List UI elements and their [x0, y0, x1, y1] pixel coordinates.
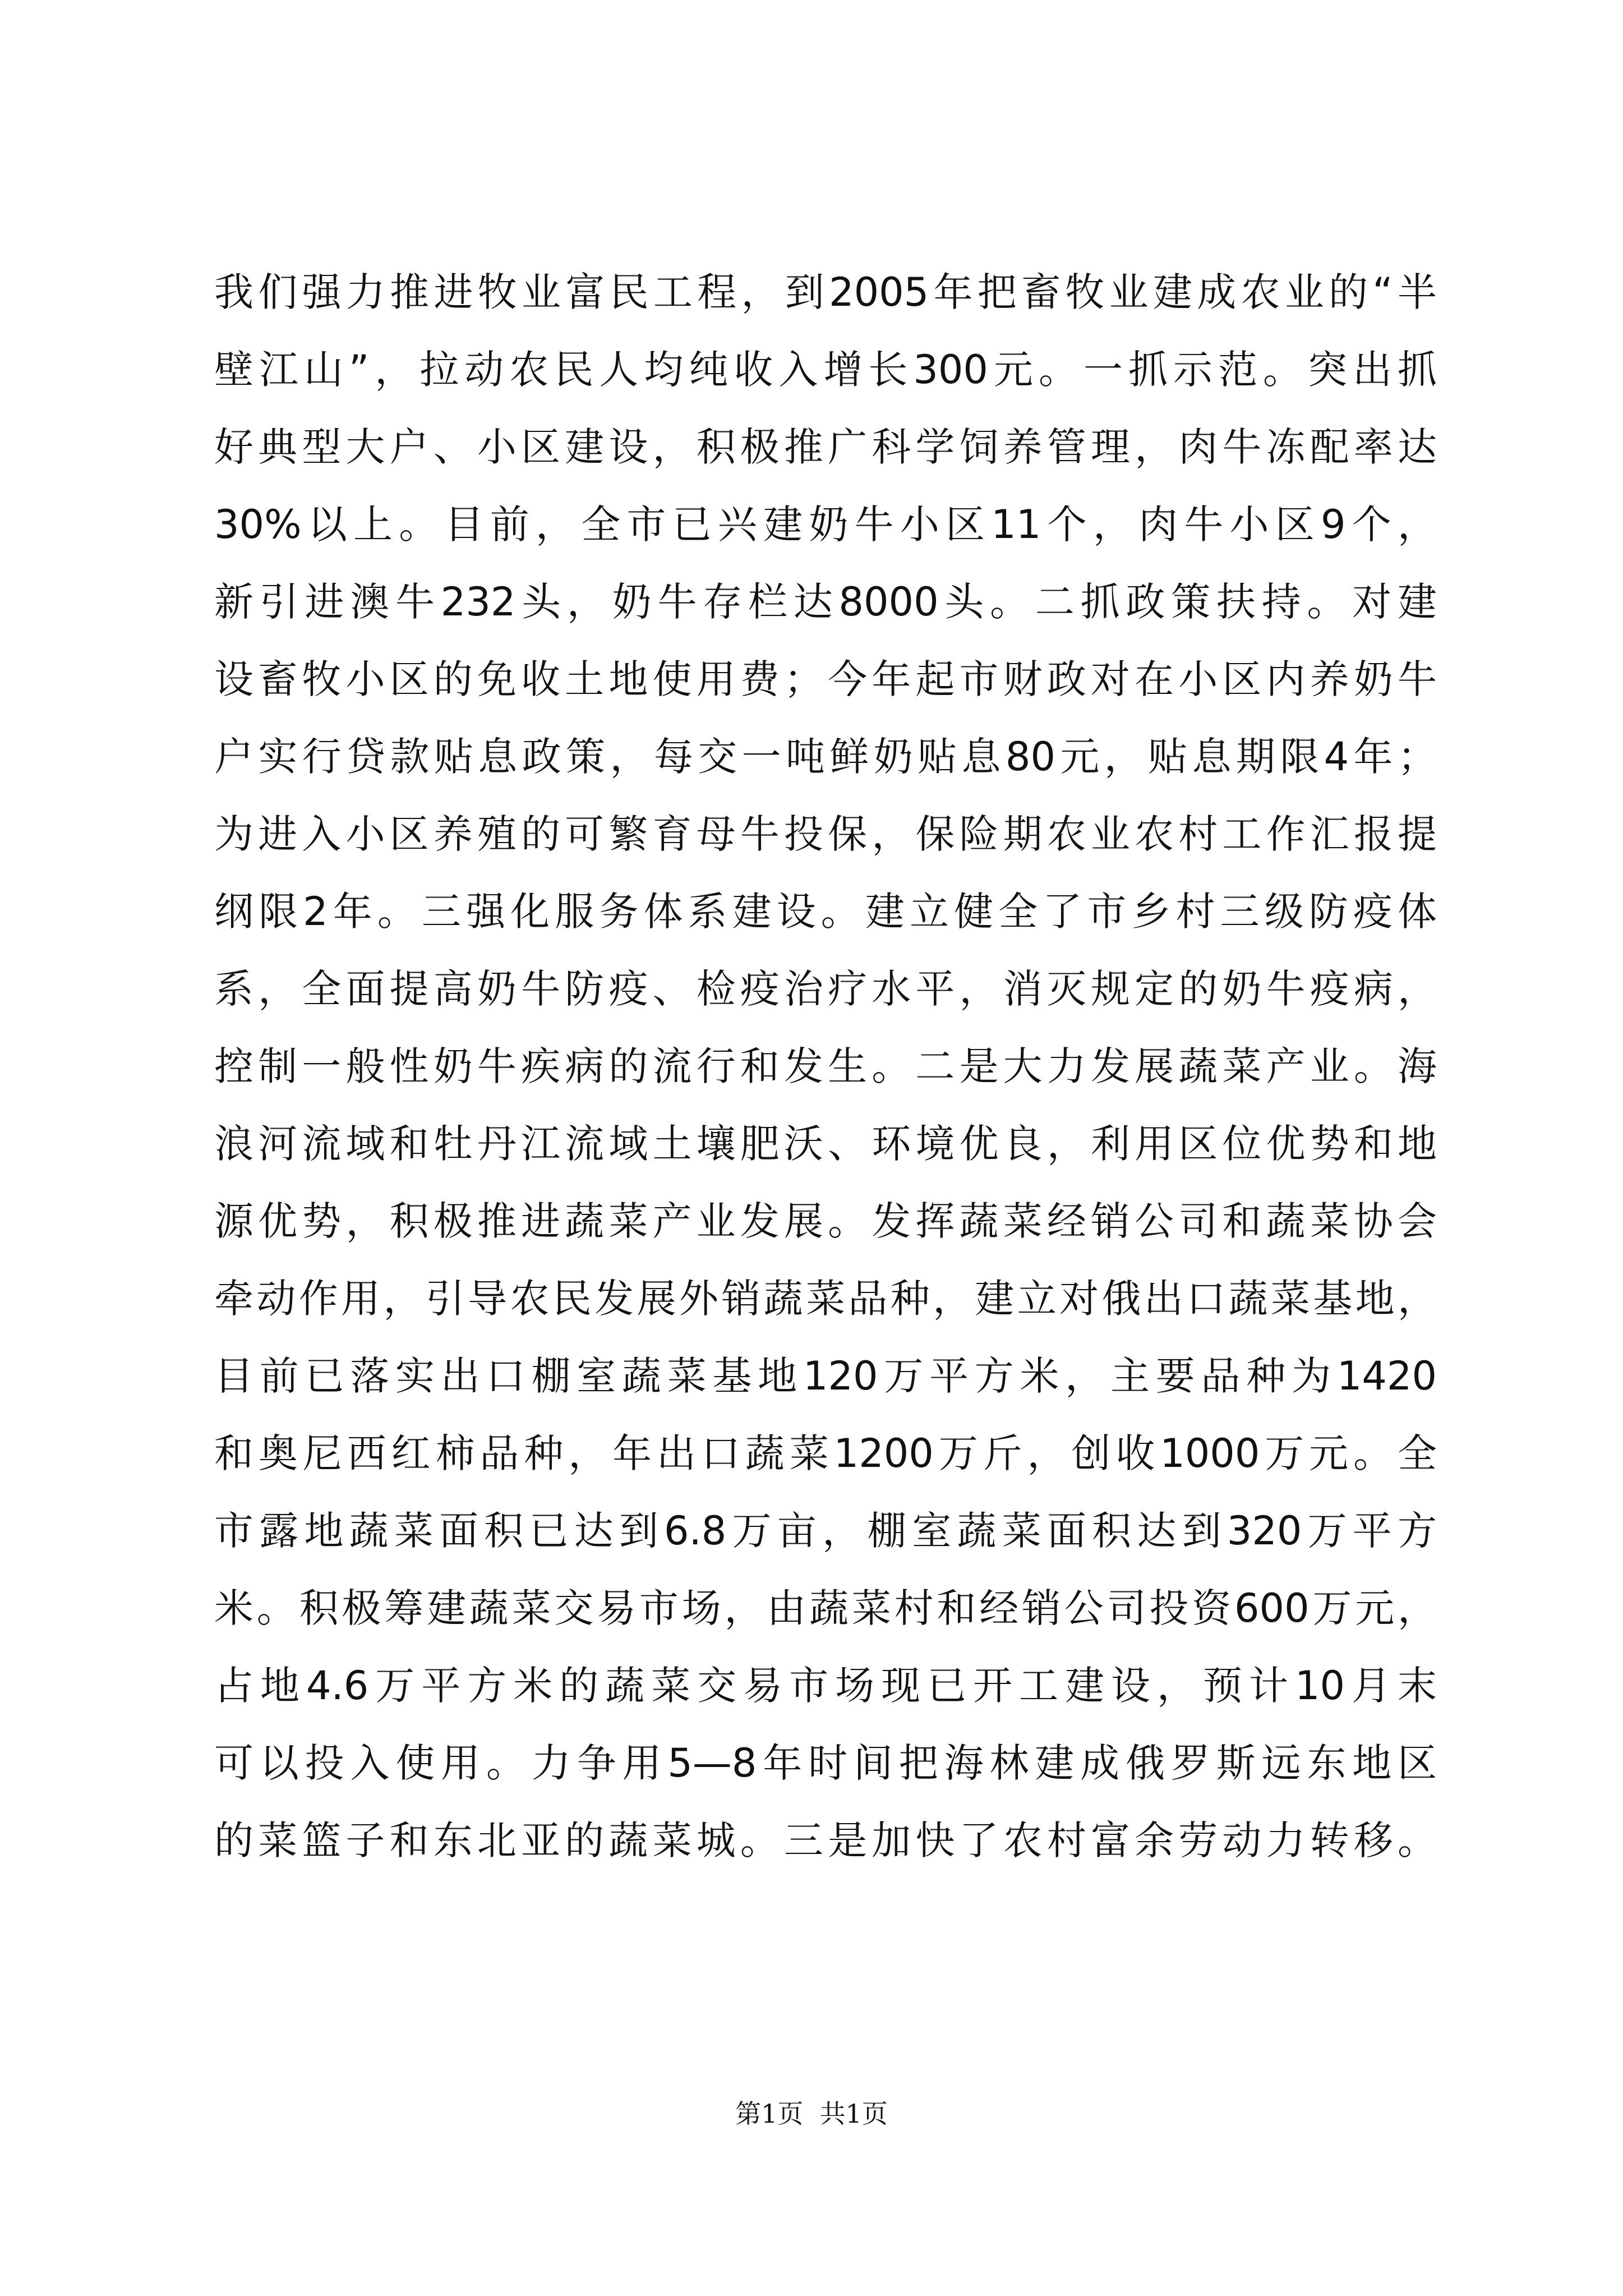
text-line: 可以投入使用。力争用5—8年时间把海林建成俄罗斯远东地区 — [214, 1740, 1437, 1786]
text-line: 纲限2年。三强化服务体系建设。建立健全了市乡村三级防疫体 — [214, 889, 1437, 935]
text-line: 30%以上。目前，全市已兴建奶牛小区11个，肉牛小区9个， — [214, 501, 1437, 547]
text-line: 壁江山”，拉动农民人均纯收入增长300元。一抓示范。突出抓 — [214, 347, 1437, 393]
text-line: 新引进澳牛232头，奶牛存栏达8000头。二抓政策扶持。对建 — [214, 579, 1437, 625]
page-footer: 第1页 共1页 — [735, 2099, 888, 2129]
text-line: 我们强力推进牧业富民工程，到2005年把畜牧业建成农业的“半 — [214, 269, 1437, 315]
text-line: 占地4.6万平方米的蔬菜交易市场现已开工建设，预计10月末 — [214, 1663, 1437, 1709]
body-text — [214, 254, 1437, 1879]
text-line: 控制一般性奶牛疾病的流行和发生。二是大力发展蔬菜产业。海 — [214, 1043, 1437, 1089]
text-line: 牵动作用，引导农民发展外销蔬菜品种，建立对俄出口蔬菜基地， — [214, 1276, 1437, 1322]
text-line: 和奥尼西红柿品种，年出口蔬菜1200万斤，创收1000万元。全 — [214, 1430, 1437, 1476]
text-line: 户实行贷款贴息政策，每交一吨鲜奶贴息80元，贴息期限4年； — [214, 734, 1437, 780]
text-line: 设畜牧小区的免收土地使用费；今年起市财政对在小区内养奶牛 — [214, 656, 1437, 702]
text-line: 为进入小区养殖的可繁育母牛投保，保险期农业农村工作汇报提 — [214, 811, 1437, 857]
text-line: 市露地蔬菜面积已达到6.8万亩，棚室蔬菜面积达到320万平方 — [214, 1508, 1437, 1554]
text-line: 源优势，积极推进蔬菜产业发展。发挥蔬菜经销公司和蔬菜协会 — [214, 1198, 1437, 1244]
text-line: 的菜篮子和东北亚的蔬菜城。三是加快了农村富余劳动力转移。 — [214, 1818, 1437, 1864]
text-line: 目前已落实出口棚室蔬菜基地120万平方米，主要品种为1420 — [214, 1353, 1437, 1399]
text-line: 好典型大户、小区建设，积极推广科学饲养管理，肉牛冻配率达 — [214, 424, 1437, 470]
text-line: 米。积极筹建蔬菜交易市场，由蔬菜村和经销公司投资600万元， — [214, 1585, 1437, 1631]
text-line: 浪河流域和牡丹江流域土壤肥沃、环境优良，利用区位优势和地 — [214, 1121, 1437, 1167]
text-line: 系，全面提高奶牛防疫、检疫治疗水平，消灭规定的奶牛疫病， — [214, 966, 1437, 1012]
